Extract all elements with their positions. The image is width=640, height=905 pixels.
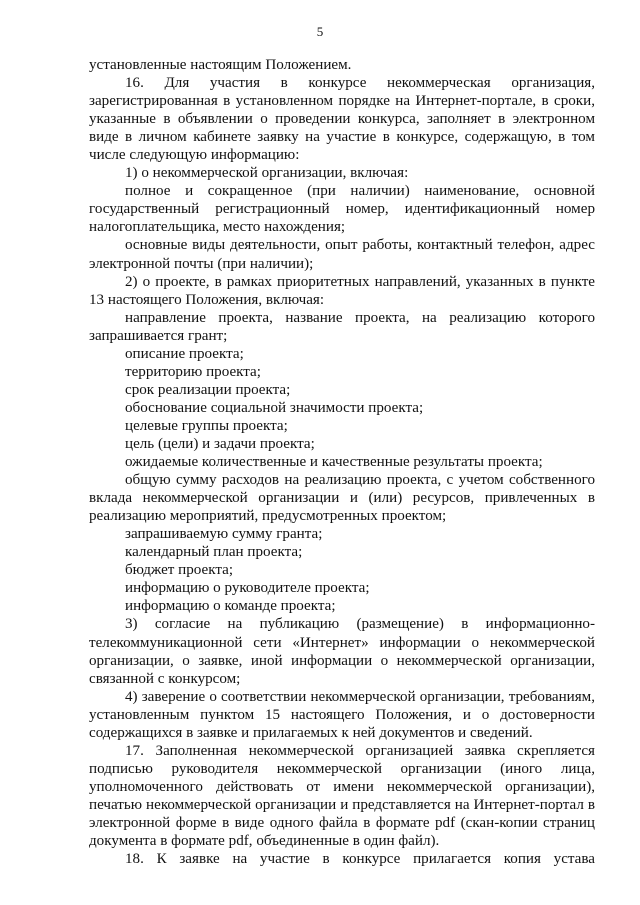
paragraph: общую сумму расходов на реализацию проекта, с учетом собственного вклада некоммерческой организации и (или) ресурсов, привлеченных в реализацию мероприятий, предусмотренных проектом; — [89, 472, 595, 525]
list-item: территорию проекта; — [125, 363, 261, 380]
list-item: цель (цели) и задачи проекта; — [125, 435, 315, 452]
list-item: запрашиваемую сумму гранта; — [125, 526, 323, 543]
paragraph: основные виды деятельности, опыт работы, контактный телефон, адрес электронной почты (при наличии); — [89, 237, 595, 272]
paragraph: 18. К заявке на участие в конкурсе прилагается копия устава — [125, 851, 595, 868]
paragraph: 3) согласие на публикацию (размещение) в информационно-телекоммуникационной сети «Интернет» информации о некоммерческой организации, о заявке, иной информации о некоммерческой организации, связанной с конкурсом; — [89, 616, 595, 687]
list-item: бюджет проекта; — [125, 562, 234, 579]
document-body — [89, 56, 595, 868]
paragraph: 4) заверение о соответствии некоммерческой организации, требованиям, установленным пунктом 15 настоящего Положения, и о достоверности содержащихся в заявке и прилагаемых к ней документов и сведений. — [89, 688, 595, 741]
paragraph: направление проекта, название проекта, на реализацию которого запрашивается грант; — [89, 309, 595, 344]
paragraph: 17. Заполненная некоммерческой организацией заявка скрепляется подписью руководителя некоммерческой организации (иного лица, уполномоченного действовать от имени некоммерческой организации), печатью некоммерческой организации и представляется на Интернет-портал в электронной форме в виде одного файла в формате pdf (скан-копии страниц документа в формате pdf, объединенные в один файл). — [89, 742, 595, 850]
list-item: информацию о команде проекта; — [125, 598, 336, 615]
list-item: обоснование социальной значимости проекта; — [125, 399, 424, 416]
list-item: ожидаемые количественные и качественные результаты проекта; — [125, 454, 543, 471]
list-item: календарный план проекта; — [125, 544, 303, 561]
paragraph: зарегистрированная в установленном порядке на Интернет-портале, в сроки, указанные в объявлении о проведении конкурса, заполняет в электронном виде в личном кабинете заявку на участие в конкурсе, содержащую, в том числе следующую информацию: — [89, 93, 595, 164]
list-item: целевые группы проекта; — [125, 417, 288, 434]
paragraph: полное и сокращенное (при наличии) наименование, основной государственный регистрационный номер, идентификационный номер налогоплательщика, место нахождения; — [89, 183, 595, 236]
list-item: срок реализации проекта; — [125, 381, 291, 398]
paragraph: 16. Для участия в конкурсе некоммерческая организация, — [125, 75, 595, 92]
page-number: 5 — [316, 24, 324, 39]
paragraph: 1) о некоммерческой организации, включая: — [125, 165, 409, 182]
paragraph: установленные настоящим Положением. — [89, 57, 352, 73]
list-item: информацию о руководителе проекта; — [125, 580, 370, 597]
paragraph: 2) о проекте, в рамках приоритетных направлений, указанных в пункте 13 настоящего Положения, включая: — [89, 273, 595, 308]
list-item: описание проекта; — [125, 345, 244, 362]
